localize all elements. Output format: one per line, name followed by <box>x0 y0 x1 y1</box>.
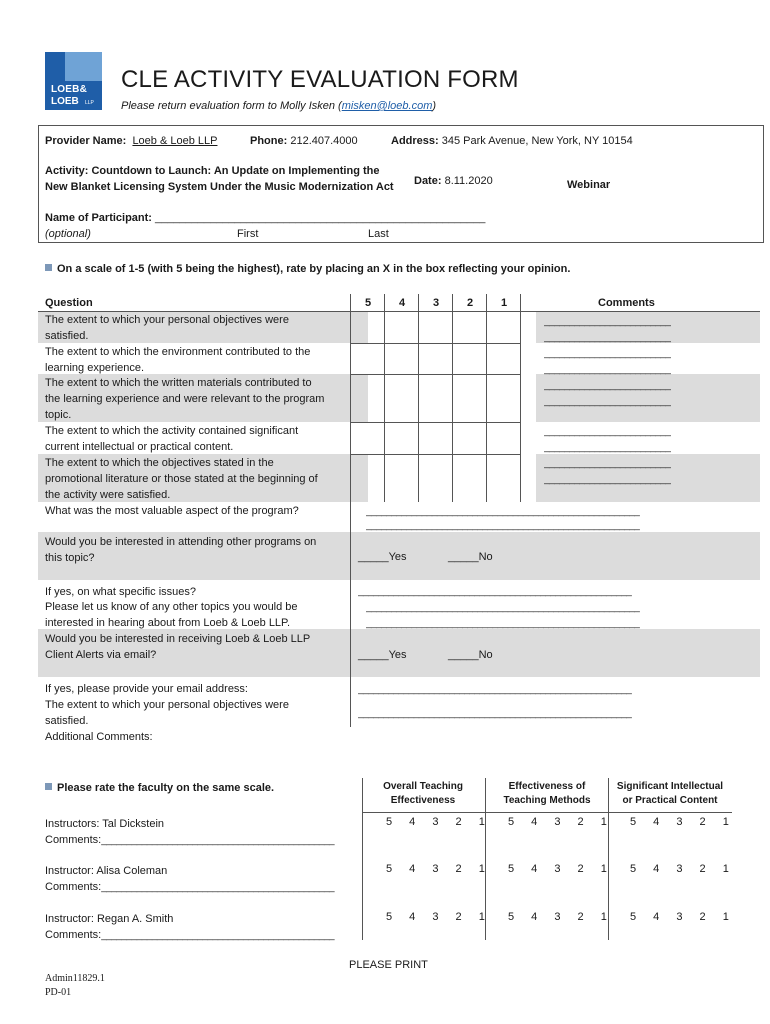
answer-line[interactable]: ______________________________________________________ <box>366 506 640 517</box>
instructor-2: Instructor: Alisa Coleman Comments:______________________________________________ <box>45 865 335 893</box>
rating-scale[interactable]: 5 4 3 2 1 <box>630 816 736 828</box>
answer-line[interactable]: ______________________________________________________ <box>366 520 640 531</box>
comment-line[interactable]: _________________________ <box>544 396 671 407</box>
please-print: PLEASE PRINT <box>349 959 428 971</box>
instructor-comment-line[interactable]: ______________________________________________ <box>101 835 335 846</box>
question-9: Please let us know of any other topics you would be interested in hearing about from Loeb & Loeb LLP. <box>45 601 298 629</box>
col-intellectual-content: Significant Intellectual or Practical Content <box>616 781 724 806</box>
participant-name: Name of Participant: ______________________________________________________ <box>45 212 486 224</box>
comment-line[interactable]: _________________________ <box>544 474 671 485</box>
yes-option[interactable]: _____Yes <box>358 551 407 563</box>
scale-instruction: On a scale of 1-5 (with 5 being the highest), rate by placing an X in the box reflecting your opinion. <box>45 263 570 275</box>
rating-scale[interactable]: 5 4 3 2 1 <box>630 863 736 875</box>
rating-scale[interactable]: 5 4 3 2 1 <box>508 816 614 828</box>
optional-label: (optional) <box>45 228 91 240</box>
answer-line[interactable]: ______________________________________________________ <box>366 602 640 613</box>
participant-input-line[interactable]: ______________________________________________________ <box>155 212 486 224</box>
scale-header-2: 2 <box>466 297 474 309</box>
comment-line[interactable]: _________________________ <box>544 458 671 469</box>
comments-header: Comments <box>598 297 655 309</box>
rating-scale[interactable]: 5 4 3 2 1 <box>386 863 492 875</box>
question-3: The extent to which the written materials contributed to the learning experience and were relevant to the program topic. <box>45 377 325 421</box>
col-teaching-methods: Effectiveness of Teaching Methods <box>503 781 591 806</box>
last-label: Last <box>368 228 389 240</box>
scale-header-1: 1 <box>500 297 508 309</box>
admin-code: Admin11829.1 <box>45 973 105 984</box>
scale-header-3: 3 <box>432 297 440 309</box>
instructor-comment-line[interactable]: ______________________________________________ <box>101 882 335 893</box>
question-12: The extent to which your personal objectives were satisfied. <box>45 699 289 727</box>
rating-scale[interactable]: 5 4 3 2 1 <box>386 911 492 923</box>
instructor-1: Instructors: Tal Dickstein Comments:______________________________________________ <box>45 818 335 846</box>
question-4: The extent to which the activity contained significant current intellectual or practical content. <box>45 425 299 453</box>
answer-line[interactable]: ______________________________________________________ <box>366 618 640 629</box>
date: Date: 8.11.2020 <box>414 175 493 187</box>
question-10: Would you be interested in receiving Loeb & Loeb LLP Client Alerts via email? <box>45 633 311 661</box>
bullet-icon <box>45 783 52 790</box>
scale-header-4: 4 <box>398 297 406 309</box>
no-option[interactable]: _____No <box>448 551 493 563</box>
question-11: If yes, please provide your email address: <box>45 683 248 695</box>
comment-line[interactable]: _________________________ <box>544 316 671 327</box>
comment-line[interactable]: _________________________ <box>544 348 671 359</box>
answer-line[interactable]: ______________________________________________________ <box>358 684 632 695</box>
comment-line[interactable]: _________________________ <box>544 442 671 453</box>
question-8: If yes, on what specific issues? <box>45 586 197 598</box>
loeb-logo: LOEB& LOEB LLP <box>45 52 102 110</box>
answer-line[interactable]: ______________________________________________________ <box>358 708 632 719</box>
provider-name: Provider Name: Loeb & Loeb LLP <box>45 135 218 147</box>
comment-line[interactable]: _________________________ <box>544 332 671 343</box>
pd-code: PD-01 <box>45 987 72 998</box>
answer-line[interactable]: ______________________________________________________ <box>358 586 632 597</box>
email-link[interactable]: misken@loeb.com <box>341 100 433 112</box>
activity: Activity: Countdown to Launch: An Update on Implementing the New Blanket Licensing System Under the Music Modernization Act <box>45 165 394 193</box>
question-2: The extent to which the environment contributed to the learning experience. <box>45 346 311 374</box>
comment-line[interactable]: _________________________ <box>544 364 671 375</box>
yes-option[interactable]: _____Yes <box>358 649 407 661</box>
col-overall-teaching: Overall Teaching Effectiveness <box>383 781 463 806</box>
address: Address: 345 Park Avenue, New York, NY 10154 <box>391 135 633 147</box>
question-5: The extent to which the objectives stated in the promotional literature or those stated at the beginning of the activity were satisfied. <box>45 457 318 501</box>
question-6: What was the most valuable aspect of the program? <box>45 505 299 517</box>
instructor-comment-line[interactable]: ______________________________________________ <box>101 930 335 941</box>
phone: Phone: 212.407.4000 <box>250 135 358 147</box>
comment-line[interactable]: _________________________ <box>544 426 671 437</box>
instructor-3: Instructor: Regan A. Smith Comments:______________________________________________ <box>45 913 335 941</box>
faculty-instruction: Please rate the faculty on the same scale. <box>45 782 274 794</box>
format-webinar: Webinar <box>567 179 611 191</box>
no-option[interactable]: _____No <box>448 649 493 661</box>
bullet-icon <box>45 264 52 271</box>
question-1: The extent to which your personal objectives were satisfied. <box>45 314 289 342</box>
question-13: Additional Comments: <box>45 731 153 743</box>
comment-line[interactable]: _________________________ <box>544 380 671 391</box>
page-title: CLE ACTIVITY EVALUATION FORM <box>121 66 519 93</box>
rating-scale[interactable]: 5 4 3 2 1 <box>508 863 614 875</box>
question-7: Would you be interested in attending other programs on this topic? <box>45 536 317 564</box>
first-label: First <box>237 228 259 240</box>
question-header: Question <box>45 297 93 309</box>
rating-scale[interactable]: 5 4 3 2 1 <box>508 911 614 923</box>
rating-scale[interactable]: 5 4 3 2 1 <box>630 911 736 923</box>
scale-header-5: 5 <box>364 297 372 309</box>
subtitle: Please return evaluation form to Molly Isken (misken@loeb.com) <box>121 100 437 112</box>
rating-scale[interactable]: 5 4 3 2 1 <box>386 816 492 828</box>
